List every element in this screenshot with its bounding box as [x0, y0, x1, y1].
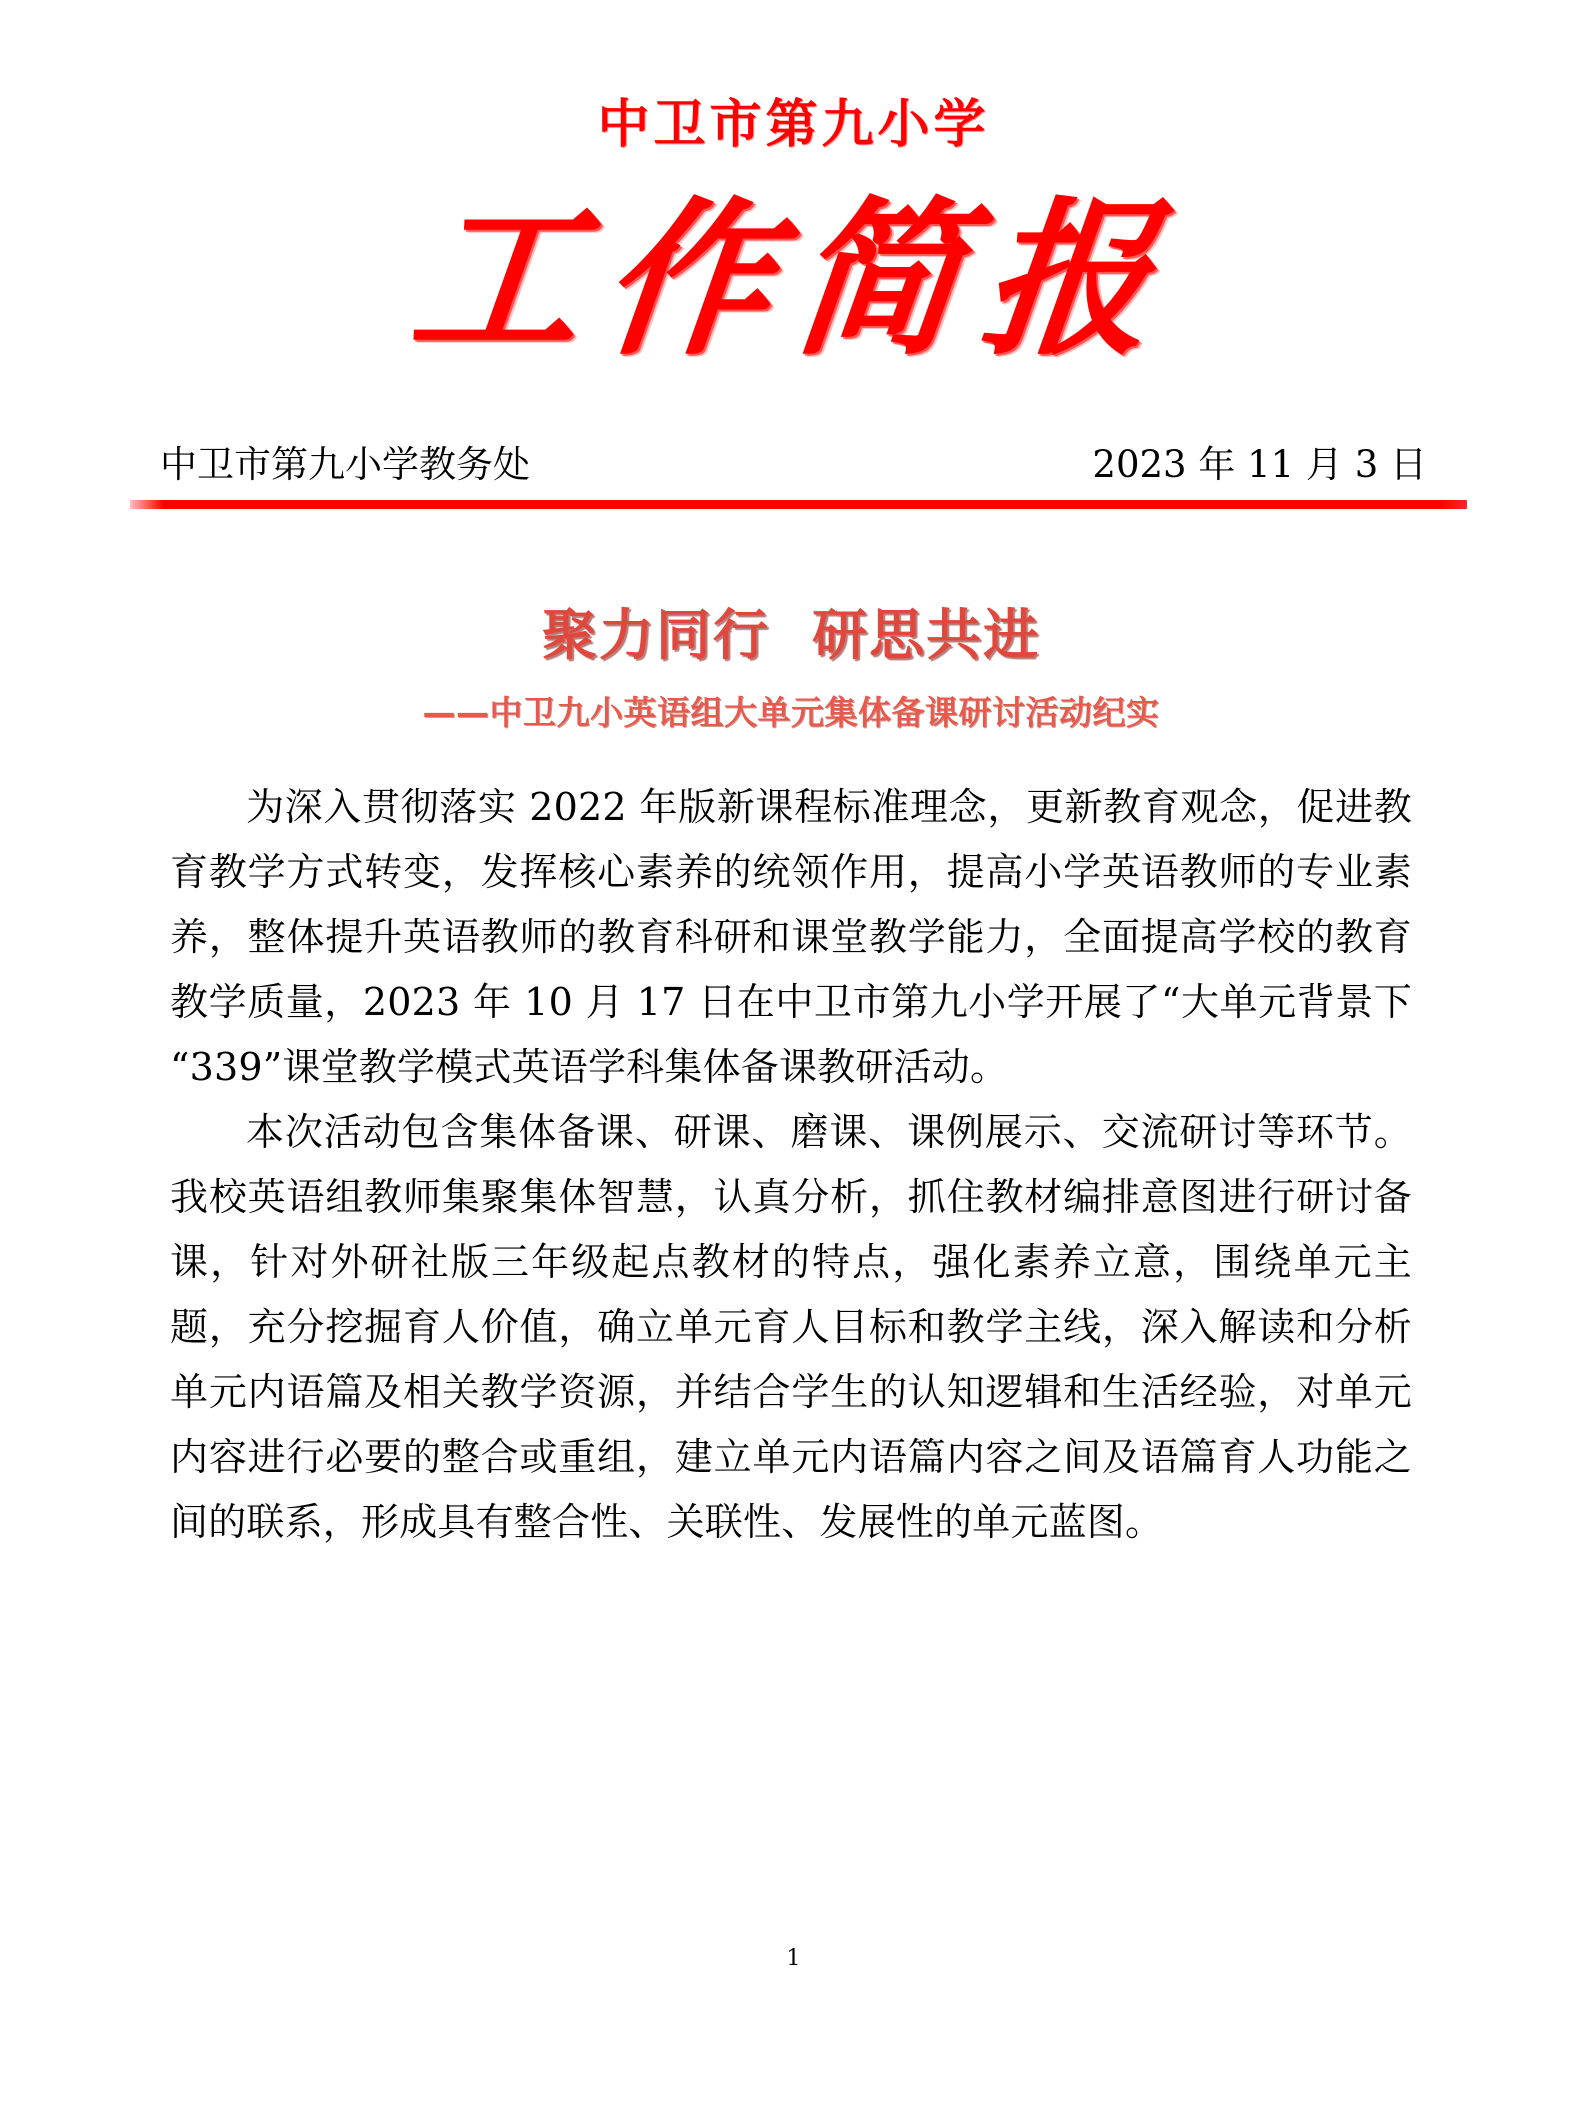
article — [170, 601, 1412, 1555]
masthead — [0, 0, 1587, 382]
byline-block — [130, 440, 1467, 509]
byline-issuer: 中卫市第九小学教务处 — [160, 443, 530, 487]
bulletin-title: 工作简报 — [403, 180, 1184, 379]
school-name: 中卫市第九小学 — [597, 94, 990, 155]
article-subtitle: ——中卫九小英语组大单元集体备课研讨活动纪实 — [422, 692, 1160, 732]
article-title: 聚力同行 研思共进 — [541, 603, 1041, 668]
byline-row — [130, 440, 1467, 490]
byline-date: 2023 年 11 月 3 日 — [1092, 443, 1427, 487]
page-number: 1 — [786, 1946, 801, 1971]
article-body — [170, 775, 1412, 1555]
body-paragraph: 为深入贯彻落实 2022 年版新课程标准理念，更新教育观念，促进教育教学方式转变，发挥核心素养的统领作用，提高小学英语教师的专业素养，整体提升英语教师的教育科研和课堂教学能力，全面提高学校的教育教学质量，2023 年 10 月 17 日在中卫市第九小学开展了“大单元背景下“339”课堂教学模式英语学科集体备课教研活动。 — [170, 784, 1412, 1089]
red-divider-rule — [130, 500, 1467, 509]
body-paragraph: 本次活动包含集体备课、研课、磨课、课例展示、交流研讨等环节。我校英语组教师集聚集体智慧，认真分析，抓住教材编排意图进行研讨备课，针对外研社版三年级起点教材的特点，强化素养立意，围绕单元主题，充分挖掘育人价值，确立单元育人目标和教学主线，深入解读和分析单元内语篇及相关教学资源，并结合学生的认知逻辑和生活经验，对单元内容进行必要的整合或重组，建立单元内语篇内容之间及语篇育人功能之间的联系，形成具有整合性、关联性、发展性的单元蓝图。 — [170, 1109, 1412, 1544]
